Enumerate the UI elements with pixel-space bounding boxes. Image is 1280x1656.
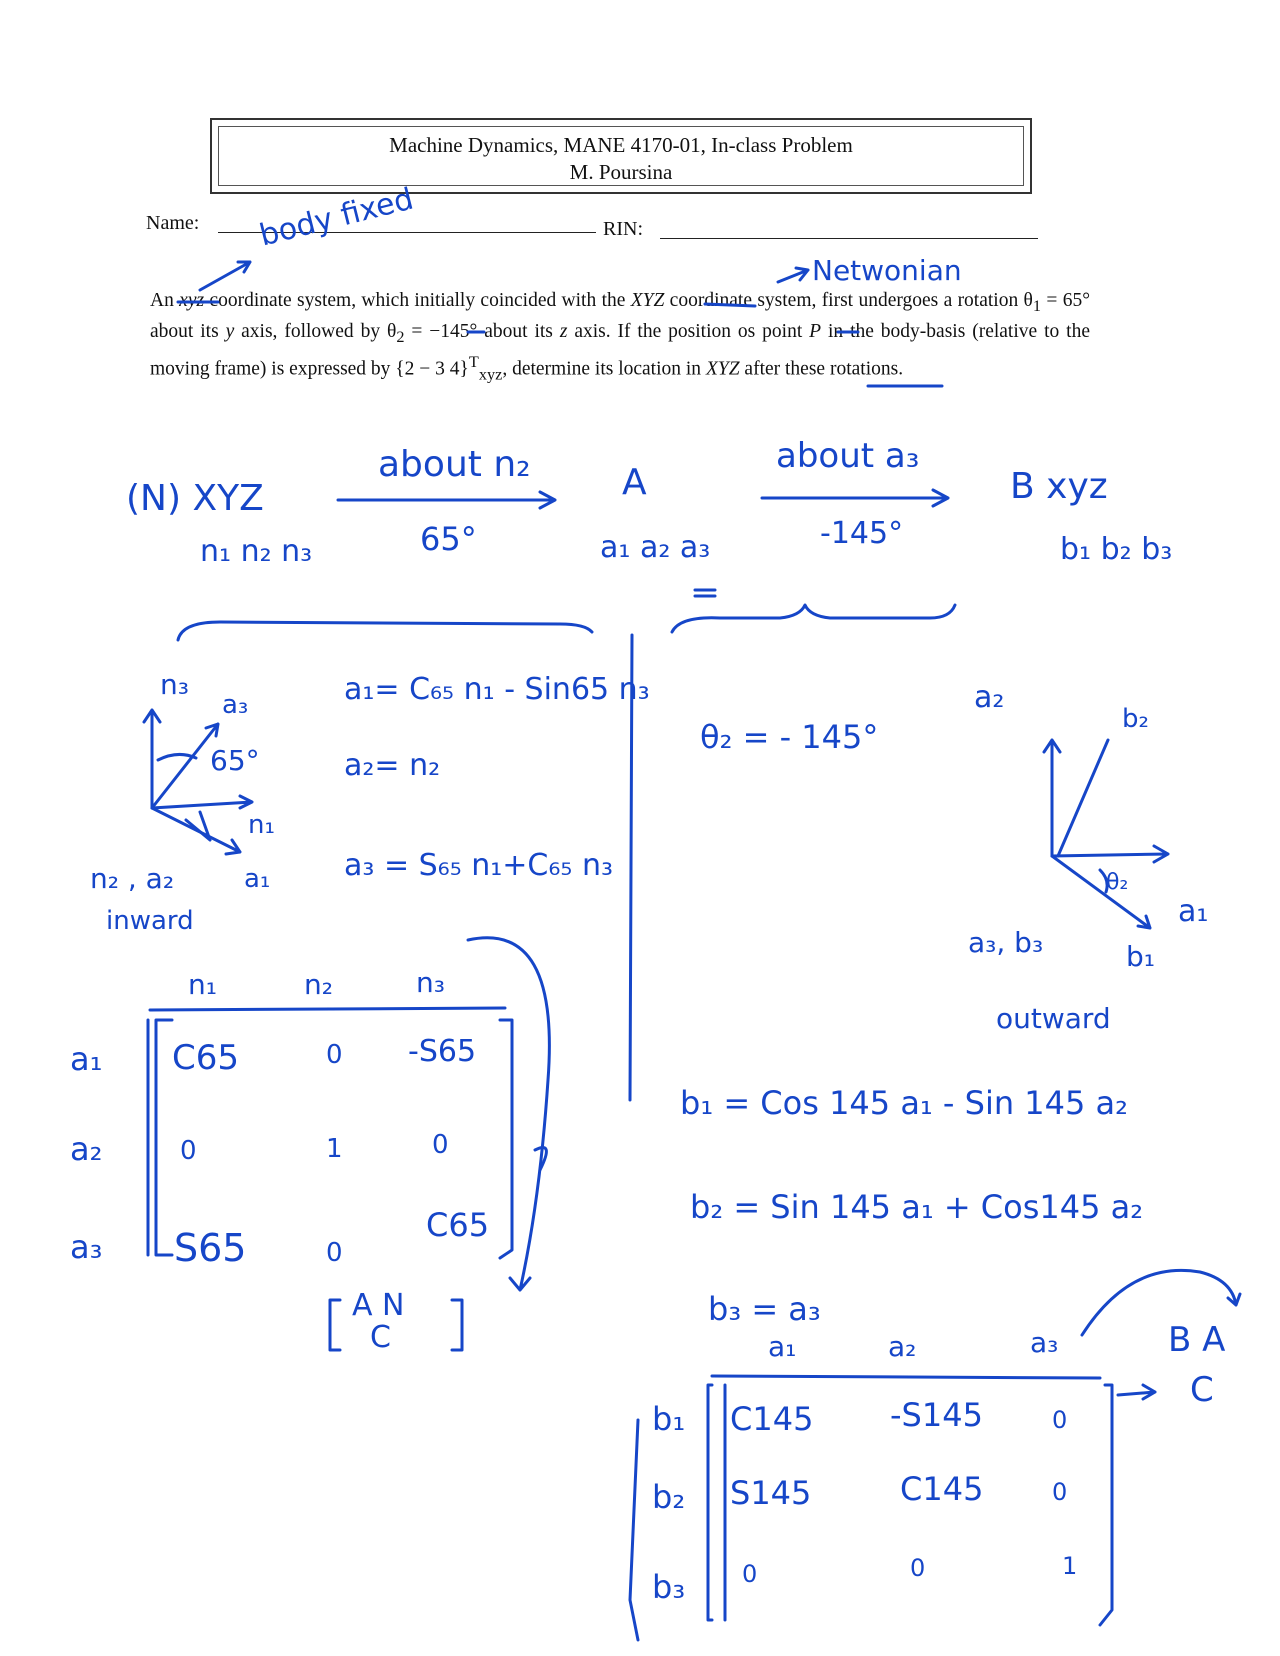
- a2-axis-arrow: [1044, 740, 1060, 856]
- body-fixed-arrow: [200, 262, 250, 290]
- P-symbol: P: [809, 320, 822, 342]
- problem-text: axis, followed by θ: [234, 320, 397, 342]
- matrix2-cell: 0: [910, 1554, 926, 1582]
- matrix2-cell: C145: [730, 1400, 814, 1438]
- xyz-subscript: xyz: [478, 365, 503, 384]
- problem-text: = −145° about its: [404, 320, 560, 342]
- diag2-theta2-label: θ₂: [1106, 870, 1129, 895]
- diag2-a3b3-label: a₃, b₃: [968, 926, 1044, 959]
- matrix1-cell: S65: [174, 1226, 247, 1270]
- a1-axis-arrow-2: [1052, 846, 1168, 862]
- problem-text: coordinate system, first undergoes a rotation θ: [664, 290, 1033, 311]
- matrix2-cell: 0: [1052, 1406, 1068, 1434]
- problem-text: after these rotations.: [739, 358, 904, 380]
- matrix1-row-header: a₁: [70, 1040, 103, 1078]
- diag1-inward-label: inward: [106, 906, 194, 936]
- newtonian-arrow: [778, 268, 808, 282]
- angle-65-label: 65°: [420, 520, 477, 558]
- matrix2-label-arrow: [1118, 1385, 1155, 1399]
- matrix1-cell: 0: [326, 1238, 343, 1268]
- matrix1-cell: 1: [326, 1134, 343, 1164]
- rotation-arrow-2: [762, 490, 948, 506]
- rotation-arrow-1: [338, 492, 555, 508]
- matrix2-col-header: a₁: [768, 1330, 797, 1363]
- diag1-n2a2-label: n₂ , a₂: [90, 862, 175, 895]
- matrix1-col-header: n₃: [416, 966, 445, 999]
- transpose-superscript: T: [468, 352, 479, 371]
- matrix1-row-header: a₃: [70, 1228, 103, 1266]
- frame-A-label: A: [622, 462, 647, 503]
- theta1-subscript: 1: [1032, 296, 1042, 315]
- matrix1-cell: C65: [172, 1038, 240, 1078]
- b2-axis-line: [1058, 740, 1108, 856]
- problem-text: coordinate system, which initially coincided with the: [204, 290, 631, 311]
- matrix2-row-header: b₂: [652, 1478, 686, 1516]
- about-a3-label: about a₃: [776, 436, 920, 476]
- matrix2-row-header: b₁: [652, 1400, 686, 1438]
- eq-a1: a₁= C₆₅ n₁ - Sin65 n₃: [344, 672, 650, 707]
- b1-axis-arrow: [1052, 856, 1150, 928]
- matrix2-top-rule: [712, 1376, 1100, 1378]
- matrix2-cell: 0: [1052, 1478, 1068, 1506]
- brace-right: [672, 605, 955, 632]
- frame-B-vectors: b₁ b₂ b₃: [1060, 532, 1173, 567]
- matrix1-top-rule: [150, 1008, 505, 1010]
- eq-a3: a₃ = S₆₅ n₁+C₆₅ n₃: [344, 848, 614, 883]
- frame-B-label: B xyz: [1010, 466, 1108, 507]
- diag2-a2-label: a₂: [974, 680, 1005, 715]
- body-fixed-note: body fixed: [256, 181, 417, 254]
- eq-b1: b₁ = Cos 145 a₁ - Sin 145 a₂: [680, 1084, 1128, 1122]
- matrix1-cell: 0: [432, 1130, 449, 1160]
- newtonian-note: Netwonian: [812, 254, 962, 287]
- matrix1-label-bottom: C: [370, 1320, 391, 1355]
- diag2-b1-label: b₁: [1126, 940, 1155, 973]
- XYZ-symbol: XYZ: [705, 358, 740, 380]
- matrix1-left-bracket: [156, 1020, 172, 1255]
- matrix1-cell: 0: [326, 1040, 343, 1070]
- diag2-outward-label: outward: [996, 1002, 1111, 1035]
- diag1-angle-label: 65°: [210, 744, 260, 777]
- matrix2-cell: 0: [742, 1560, 758, 1588]
- diag1-n1-label: n₁: [248, 810, 275, 840]
- XYZ-symbol: XYZ: [630, 290, 665, 311]
- matrix2-outer-bracket: [630, 1420, 638, 1640]
- problem-text: in the body-basis (relative to the moving frame) is expressed by {2 − 3 4}: [150, 320, 1090, 380]
- matrix1-col-header: n₂: [304, 968, 333, 1001]
- eq-a2: a₂= n₂: [344, 748, 441, 783]
- matrix1-cell: C65: [426, 1206, 490, 1244]
- diag1-a3-label: a₃: [222, 690, 249, 720]
- problem-text: An: [150, 290, 180, 311]
- diag2-b2-label: b₂: [1122, 704, 1149, 734]
- diag1-n3-label: n₃: [160, 668, 189, 701]
- matrix2-right-bracket: [1100, 1385, 1112, 1625]
- about-n2-label: about n₂: [378, 444, 531, 485]
- matrix2-cell: C145: [900, 1470, 984, 1508]
- frame-A-vectors: a₁ a₂ a₃: [600, 530, 711, 565]
- n1-axis-arrow: [152, 796, 252, 808]
- problem-text: axis. If the position os point: [567, 320, 810, 342]
- course-title: Machine Dynamics, MANE 4170-01, In-class Problem: [389, 133, 853, 157]
- matrix2-label-bottom: C: [1190, 1370, 1214, 1410]
- y-symbol: y: [225, 320, 235, 342]
- matrix1-label-top: A N: [352, 1288, 405, 1323]
- matrix1-col-header: n₁: [188, 968, 217, 1001]
- xyz-symbol: xyz: [179, 290, 205, 311]
- matrix2-cell: S145: [730, 1474, 812, 1512]
- matrix1-right-bracket: [500, 1020, 512, 1258]
- course-author: M. Poursina: [569, 160, 673, 184]
- frame-N-label: (N) XYZ: [126, 478, 264, 519]
- theta2-value: θ₂ = - 145°: [700, 718, 879, 756]
- matrix2-cell: 1: [1062, 1552, 1078, 1580]
- a3-axis-arrow: [152, 724, 218, 808]
- matrix2-cell: -S145: [890, 1396, 983, 1434]
- matrix1-row-header: a₂: [70, 1130, 103, 1168]
- problem-text: = 65° about its: [150, 290, 1091, 342]
- rin-label: RIN:: [603, 218, 643, 240]
- matrix2-col-header: a₃: [1030, 1326, 1059, 1359]
- matrix2-col-header: a₂: [888, 1330, 917, 1363]
- diag2-a1-label: a₁: [1178, 894, 1209, 929]
- diag1-a1-label: a₁: [244, 864, 271, 894]
- matrix1-label-right-bracket: [452, 1300, 462, 1350]
- matrix2-label-top: B A: [1168, 1320, 1226, 1360]
- eq-b3: b₃ = a₃: [708, 1290, 821, 1328]
- XYZ-underline: [705, 304, 755, 306]
- matrix1-cell: 0: [180, 1136, 197, 1166]
- a1-axis-arrow: [152, 808, 240, 854]
- brace-left: [178, 622, 592, 640]
- frame-N-vectors: n₁ n₂ n₃: [200, 534, 313, 569]
- name-label: Name:: [146, 212, 200, 234]
- eq-b2: b₂ = Sin 145 a₁ + Cos145 a₂: [690, 1188, 1144, 1226]
- matrix2-row-header: b₃: [652, 1568, 686, 1606]
- matrix2-left-bracket: [708, 1385, 712, 1620]
- problem-text: , determine its location in: [502, 358, 706, 380]
- matrix1-cell: -S65: [408, 1034, 477, 1069]
- z-symbol: z: [559, 320, 568, 342]
- matrix1-label-left-bracket: [330, 1300, 340, 1350]
- equals-marker: [695, 590, 715, 596]
- theta2-subscript: 2: [396, 327, 405, 346]
- angle-neg145-label: -145°: [820, 516, 904, 551]
